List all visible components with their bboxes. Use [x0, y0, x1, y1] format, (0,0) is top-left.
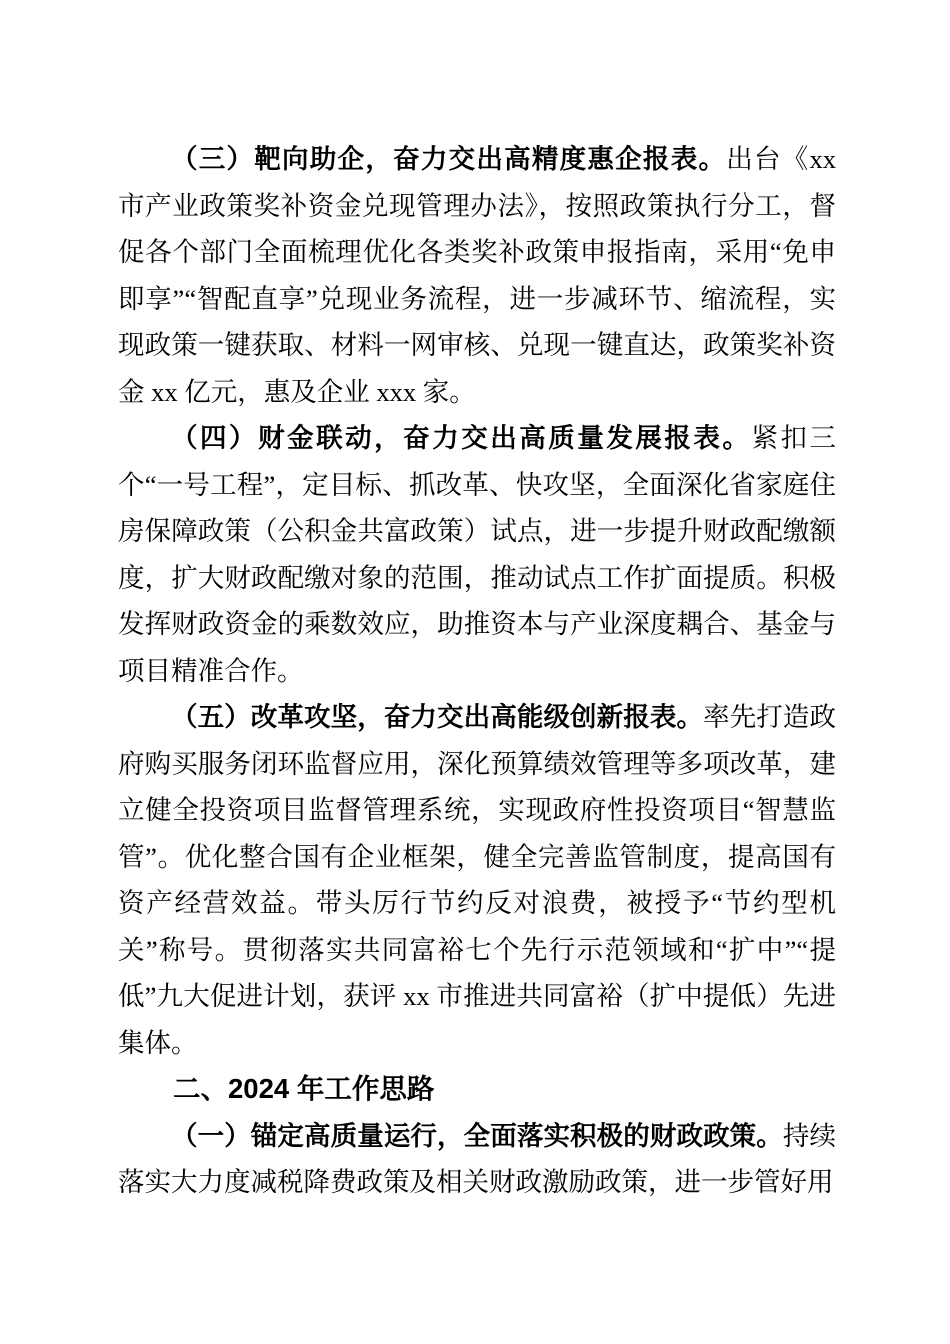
paragraph-section-4-lead: （四）财金联动，奋力交出高质量发展报表。	[171, 423, 752, 453]
paragraph-section-5-lead: （五）改革攻坚，奋力交出高能级创新报表。	[171, 702, 704, 732]
paragraph-section-5	[118, 694, 836, 1066]
paragraph-section-3	[118, 136, 836, 415]
paragraph-section-1-text: 持续落实大力度减税降费政策及相关财政激励政策，进一步管好用	[118, 1120, 837, 1197]
document-body	[118, 136, 836, 1206]
section-heading-2024-work-plan: 二、2024 年工作思路	[173, 1073, 435, 1104]
paragraph-section-1-lead: （一）锚定高质量运行，全面落实积极的财政政策。	[171, 1120, 783, 1151]
paragraph-section-4	[118, 415, 836, 694]
paragraph-section-1	[118, 1113, 836, 1206]
paragraph-section-3-text: 出台《xx 市产业政策奖补资金兑现管理办法》，按照政策执行分工，督促各个部门全面梳理优化各类奖补政策申报指南，采用“免申即享”“智配直享”兑现业务流程，进一步减环节、缩流程，实现政策一键获取、材料一网审核、兑现一键直达，政策奖补资金 xx 亿元，惠及企业 xxx 家。	[118, 144, 837, 407]
paragraph-section-3-lead: （三）靶向助企，奋力交出高精度惠企报表。	[171, 144, 727, 174]
paragraph-section-5-text: 率先打造政府购买服务闭环监督应用，深化预算绩效管理等多项改革，建立健全投资项目监督管理系统，实现政府性投资项目“智慧监管”。优化整合国有企业框架，健全完善监管制度，提高国有资产经营效益。带头厉行节约反对浪费，被授予“节约型机关”称号。贯彻落实共同富裕七个先行示范领域和“扩中”“提低”九大促进计划，获评 xx 市推进共同富裕（扩中提低）先进集体。	[118, 702, 837, 1058]
paragraph-section-4-text: 紧扣三个“一号工程”，定目标、抓改革、快攻坚，全面深化省家庭住房保障政策（公积金共富政策）试点，进一步提升财政配缴额度，扩大财政配缴对象的范围，推动试点工作扩面提质。积极发挥财政资金的乘数效应，助推资本与产业深度耦合、基金与项目精准合作。	[118, 423, 837, 686]
